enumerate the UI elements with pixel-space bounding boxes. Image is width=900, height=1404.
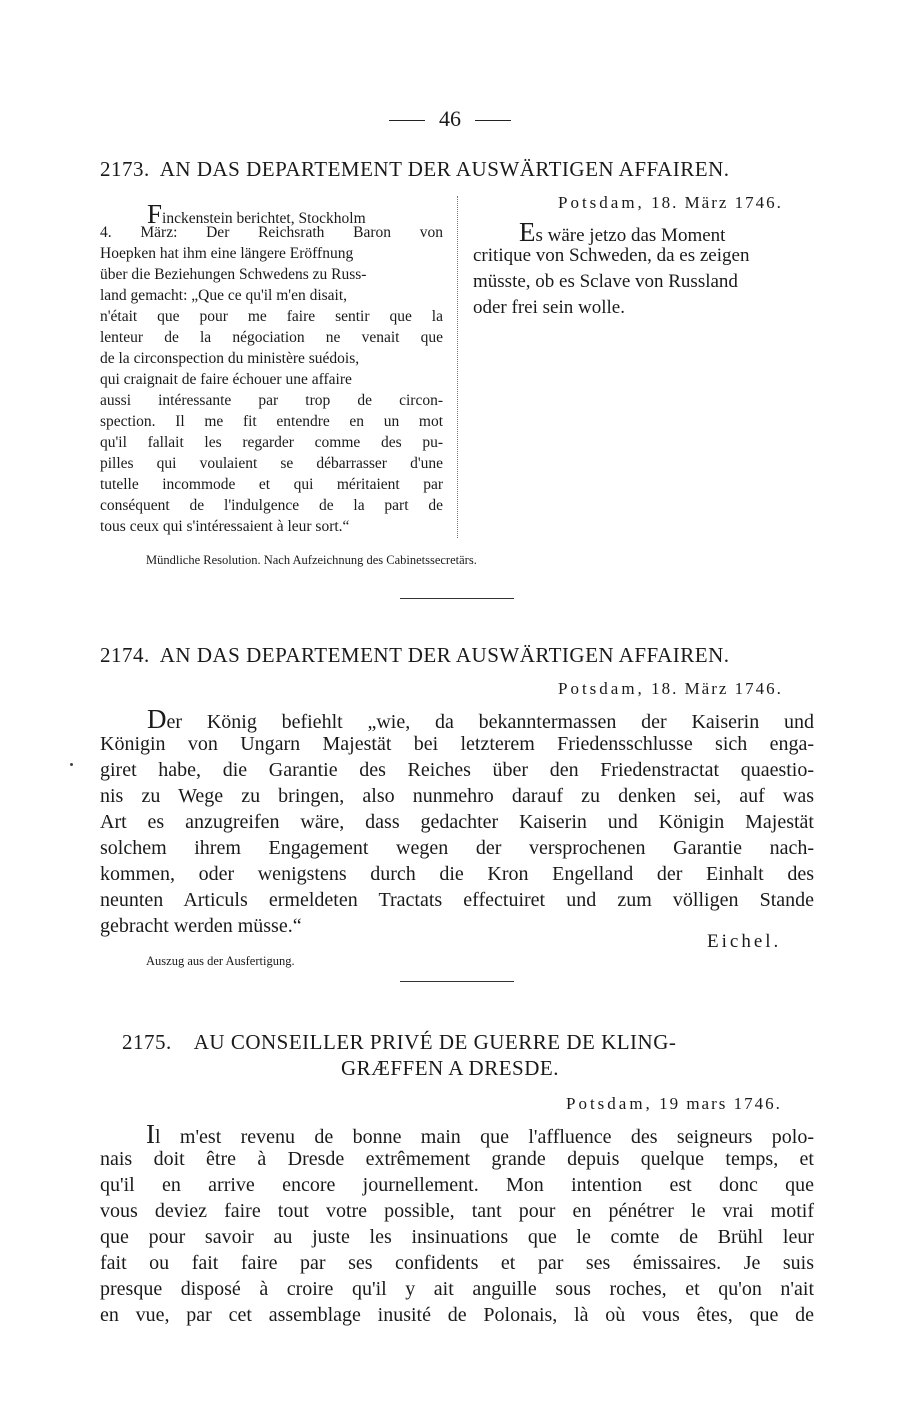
drop-cap: F	[147, 199, 163, 229]
text-line: gebracht werden müsse.“	[100, 915, 302, 937]
signature: Eichel.	[707, 931, 782, 952]
text-line: solchem ihrem Engagement wegen der versprochenen Garantie nach-	[100, 837, 814, 859]
text-line: land gemacht: „Que ce qu'il m'en disait,	[100, 287, 348, 304]
page-number-dash-right	[475, 120, 511, 121]
drop-cap: D	[147, 704, 167, 734]
text-line-rest: inckenstein berichtet, Stockholm	[162, 210, 366, 227]
text-line: nis zu Wege zu bringen, also nunmehro darauf zu denken sei, auf was	[100, 785, 814, 807]
section-2173-footnote: Mündliche Resolution. Nach Aufzeichnung des Cabinetssecretärs.	[146, 553, 477, 567]
section-2175-heading-line1	[122, 1030, 676, 1055]
section-2174-date	[558, 679, 783, 699]
text-line: Hoepken hat ihm eine längere Eröffnung	[100, 245, 354, 262]
text-line-rest: l m'est revenu de bonne main que l'affluence des seigneurs polo-	[155, 1126, 814, 1148]
section-title: AN DAS DEPARTEMENT DER AUSWÄRTIGEN AFFAIREN.	[159, 157, 730, 181]
margin-mark	[70, 763, 73, 766]
text-line: tous ceux qui s'intéressaient à leur sort.“	[100, 518, 350, 535]
text-line: conséquent de l'indulgence de la part de	[100, 497, 443, 514]
text-line: kommen, oder wenigstens durch die Kron Engelland der Einhalt des	[100, 863, 814, 885]
text-line: aussi intéressante par trop de circon-	[100, 392, 443, 409]
date-place: Potsdam,	[558, 193, 645, 212]
text-line: presque disposé à croire qu'il y ait anguille sous roches, et qu'on n'ait	[100, 1278, 814, 1300]
text-line: en vue, par cet assemblage inusité de Polonais, là où vous êtes, que de	[100, 1304, 814, 1326]
text-line: critique von Schweden, da es zeigen	[473, 245, 750, 266]
section-2174-heading	[100, 643, 730, 668]
text-line: qu'il fallait les regarder comme des pu-	[100, 434, 443, 451]
date-value: 18. März 1746.	[651, 193, 783, 212]
text-line: que pour savoir au juste les insinuations que le comte de Brühl leur	[100, 1226, 814, 1248]
section-number: 2174.	[100, 643, 150, 667]
text-line: qu'il en arrive encore journellement. Mon intention est donc que	[100, 1174, 814, 1196]
drop-cap: I	[146, 1119, 155, 1149]
section-2173-date	[558, 193, 783, 213]
text-line: tutelle incommode et qui méritaient par	[100, 476, 443, 493]
date-value: 19 mars 1746.	[659, 1094, 782, 1113]
text-line-rest: er König befiehlt „wie, da bekanntermassen der Kaiserin und	[166, 711, 814, 733]
section-2174-footnote: Auszug aus der Ausfertigung.	[146, 954, 295, 968]
page-number-dash-left	[389, 120, 425, 121]
text-line: neunten Articuls ermeldeten Tractats effectuiret und zum völligen Stande	[100, 889, 814, 911]
text-line: über die Beziehungen Schwedens zu Russ-	[100, 266, 367, 283]
text-line	[146, 1119, 814, 1150]
text-line: nais doit être à Dresde extrêmement grande depuis quelque temps, et	[100, 1148, 814, 1170]
page-number	[0, 106, 900, 132]
text-line: qui craignait de faire échouer une affaire	[100, 371, 352, 388]
text-line: Königin von Ungarn Majestät bei letzterem Friedensschlusse sich enga-	[100, 733, 814, 755]
section-divider	[400, 598, 514, 599]
text-line	[147, 704, 814, 735]
text-line: 4. März: Der Reichsrath Baron von	[100, 224, 443, 241]
text-line: müsste, ob es Sclave von Russland	[473, 271, 738, 292]
section-2175-heading-line2: GRÆFFEN A DRESDE.	[341, 1056, 559, 1080]
text-line: lenteur de la négociation ne venait que	[100, 329, 443, 346]
text-line-rest: s wäre jetzo das Moment	[535, 225, 726, 246]
text-line: giret habe, die Garantie des Reiches über den Friedenstractat quaestio-	[100, 759, 814, 781]
date-value: 18. März 1746.	[651, 679, 783, 698]
section-2175-date	[566, 1094, 782, 1114]
column-separator	[457, 196, 458, 538]
page-number-text: 46	[439, 106, 461, 131]
text-line: spection. Il me fit entendre en un mot	[100, 413, 443, 430]
section-title: AN DAS DEPARTEMENT DER AUSWÄRTIGEN AFFAIREN.	[159, 643, 730, 667]
section-number: 2175.	[122, 1030, 172, 1054]
section-number: 2173.	[100, 157, 150, 181]
text-line: de la circonspection du ministère suédois,	[100, 350, 360, 367]
text-line: pilles qui voulaient se débarrasser d'une	[100, 455, 443, 472]
date-place: Potsdam,	[566, 1094, 653, 1113]
drop-cap: E	[519, 217, 536, 247]
section-2173-heading	[100, 157, 730, 182]
section-divider	[400, 981, 514, 982]
text-line: vous deviez faire tout votre possible, tant pour en pénétrer le vrai motif	[100, 1200, 814, 1222]
section-title: AU CONSEILLER PRIVÉ DE GUERRE DE KLING-	[193, 1030, 677, 1054]
text-line: oder frei sein wolle.	[473, 297, 625, 318]
text-line: Art es anzugreifen wäre, dass gedachter Kaiserin und Königin Majestät	[100, 811, 814, 833]
text-line: n'était que pour me faire sentir que la	[100, 308, 443, 325]
text-line: fait ou fait faire par ses confidents et par ses émissaires. Je suis	[100, 1252, 814, 1274]
date-place: Potsdam,	[558, 679, 645, 698]
text-line	[519, 217, 725, 248]
